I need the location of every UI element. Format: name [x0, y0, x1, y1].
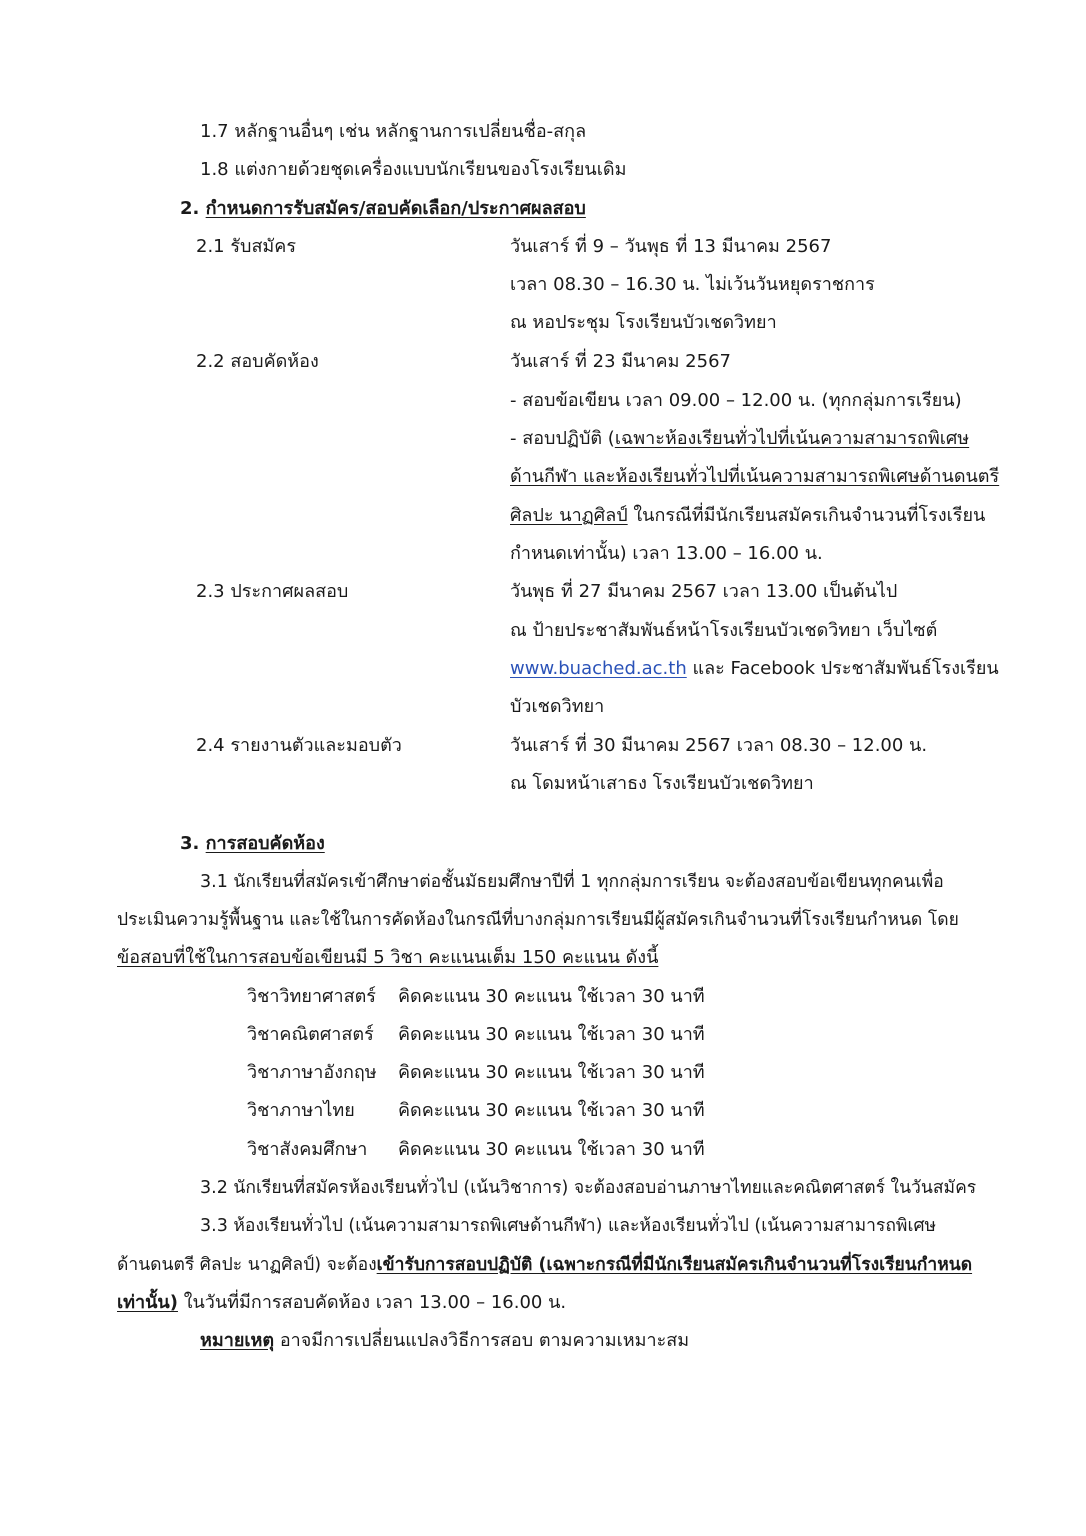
para-3-1-line-3: ข้อสอบที่ใช้ในการสอบข้อเขียนมี 5 วิชา คะแนนเต็ม 150 คะแนน ดังนี้ — [117, 947, 659, 968]
subject-name: วิชาสังคมศึกษา — [247, 1139, 368, 1160]
section-3-number: 3. — [180, 833, 200, 854]
para-3-2: 3.2 นักเรียนที่สมัครห้องเรียนทั่วไป (เน้นวิชาการ) จะต้องสอบอ่านภาษาไทยและคณิตศาสตร์ ในวันสมัคร — [200, 1178, 977, 1198]
facebook-text: และ Facebook ประชาสัมพันธ์โรงเรียน — [686, 658, 999, 679]
row-2-1-label: 2.1 รับสมัคร — [196, 236, 297, 257]
row-2-1-line: เวลา 08.30 – 16.30 น. ไม่เว้นวันหยุดราชการ — [510, 274, 875, 295]
item-1-8: 1.8 แต่งกายด้วยชุดเครื่องแบบนักเรียนของโรงเรียนเดิม — [200, 159, 627, 180]
row-2-4-label: 2.4 รายงานตัวและมอบตัว — [196, 735, 402, 756]
practical-prefix: - สอบปฏิบัติ ( — [510, 428, 615, 449]
para-3-3-bold-end: เท่านั้น) — [117, 1292, 178, 1313]
section-2-heading — [180, 197, 586, 221]
row-2-3-line: ณ ป้ายประชาสัมพันธ์หน้าโรงเรียนบัวเชดวิทยา เว็บไซต์ — [510, 620, 938, 641]
practical-underlined-2: ด้านกีฬา และห้องเรียนทั่วไปที่เน้นความสามารถพิเศษด้านดนตรี — [510, 466, 1000, 487]
subject-detail: คิดคะแนน 30 คะแนน ใช้เวลา 30 นาที — [398, 986, 705, 1007]
row-2-4-line: วันเสาร์ ที่ 30 มีนาคม 2567 เวลา 08.30 – 12.00 น. — [510, 735, 928, 756]
subject-detail: คิดคะแนน 30 คะแนน ใช้เวลา 30 นาที — [398, 1062, 705, 1083]
para-3-3-line-2 — [117, 1253, 972, 1277]
subject-detail: คิดคะแนน 30 คะแนน ใช้เวลา 30 นาที — [398, 1100, 705, 1121]
para-3-3-bold: เข้ารับการสอบปฏิบัติ (เฉพาะกรณีที่มีนักเรียนสมัครเกินจำนวนที่โรงเรียนกำหนด — [376, 1255, 973, 1275]
row-2-4-line: ณ โดมหน้าเสาธง โรงเรียนบัวเชดวิทยา — [510, 773, 814, 794]
practical-underlined-3: ศิลปะ นาฏศิลป์ — [510, 505, 628, 526]
row-2-2-practical-4: กำหนดเท่านั้น) เวลา 13.00 – 16.00 น. — [510, 543, 823, 564]
section-2-title: กำหนดการรับสมัคร/สอบคัดเลือก/ประกาศผลสอบ — [205, 198, 586, 219]
row-2-3-line: วันพุธ ที่ 27 มีนาคม 2567 เวลา 13.00 เป็นต้นไป — [510, 581, 898, 602]
row-2-3-line: บัวเชดวิทยา — [510, 696, 605, 717]
row-2-2-date: วันเสาร์ ที่ 23 มีนาคม 2567 — [510, 351, 731, 372]
note-text: อาจมีการเปลี่ยนแปลงวิธีการสอบ ตามความเหมาะสม — [274, 1330, 690, 1351]
practical-rest: ในกรณีที่มีนักเรียนสมัครเกินจำนวนที่โรงเรียน — [627, 505, 986, 526]
note — [200, 1329, 689, 1353]
subject-name: วิชาภาษาไทย — [247, 1100, 355, 1121]
para-3-3-rest: ในวันที่มีการสอบคัดห้อง เวลา 13.00 – 16.00 น. — [177, 1292, 567, 1313]
subject-detail: คิดคะแนน 30 คะแนน ใช้เวลา 30 นาที — [398, 1139, 705, 1160]
practical-underlined-1: เฉพาะห้องเรียนทั่วไปที่เน้นความสามารถพิเศษ — [614, 428, 970, 449]
row-2-2-label: 2.2 สอบคัดห้อง — [196, 351, 319, 372]
para-3-1-line-1: 3.1 นักเรียนที่สมัครเข้าศึกษาต่อชั้นมัธยมศึกษาปีที่ 1 ทุกกลุ่มการเรียน จะต้องสอบข้อเขียนทุกคนเพื่อ — [200, 872, 944, 892]
para-3-3-prefix: ด้านดนตรี ศิลปะ นาฏศิลป์) จะต้อง — [117, 1255, 377, 1275]
row-2-2-practical-3 — [510, 504, 985, 528]
subject-name: วิชาคณิตศาสตร์ — [247, 1024, 374, 1045]
subject-name: วิชาภาษาอังกฤษ — [247, 1062, 377, 1083]
para-3-3-line-3 — [117, 1291, 566, 1315]
row-2-1-line: วันเสาร์ ที่ 9 – วันพุธ ที่ 13 มีนาคม 2567 — [510, 236, 832, 257]
row-2-3-label: 2.3 ประกาศผลสอบ — [196, 581, 349, 602]
para-3-3-line-1: 3.3 ห้องเรียนทั่วไป (เน้นความสามารถพิเศษด้านกีฬา) และห้องเรียนทั่วไป (เน้นความสามารถพิเศษ — [200, 1216, 937, 1236]
row-2-2-practical-1 — [510, 427, 969, 451]
section-3-heading — [180, 832, 325, 856]
note-label: หมายเหตุ — [200, 1330, 275, 1351]
row-2-2-practical-2 — [510, 465, 999, 489]
row-2-3-line — [510, 657, 999, 681]
row-2-1-line: ณ หอประชุม โรงเรียนบัวเชดวิทยา — [510, 312, 777, 333]
section-3-title: การสอบคัดห้อง — [205, 833, 325, 854]
para-3-1-line-2: ประเมินความรู้พื้นฐาน และใช้ในการคัดห้องในกรณีที่บางกลุ่มการเรียนมีผู้สมัครเกินจำนวนที่โรงเรียนกำหนด โดย — [117, 910, 959, 930]
section-2-number: 2. — [180, 198, 200, 219]
item-1-7: 1.7 หลักฐานอื่นๆ เช่น หลักฐานการเปลี่ยนชื่อ-สกุล — [200, 121, 587, 142]
subject-name: วิชาวิทยาศาสตร์ — [247, 986, 376, 1007]
row-2-2-written: - สอบข้อเขียน เวลา 09.00 – 12.00 น. (ทุกกลุ่มการเรียน) — [510, 390, 962, 411]
website-link[interactable]: www.buached.ac.th — [510, 658, 687, 679]
subject-detail: คิดคะแนน 30 คะแนน ใช้เวลา 30 นาที — [398, 1024, 705, 1045]
